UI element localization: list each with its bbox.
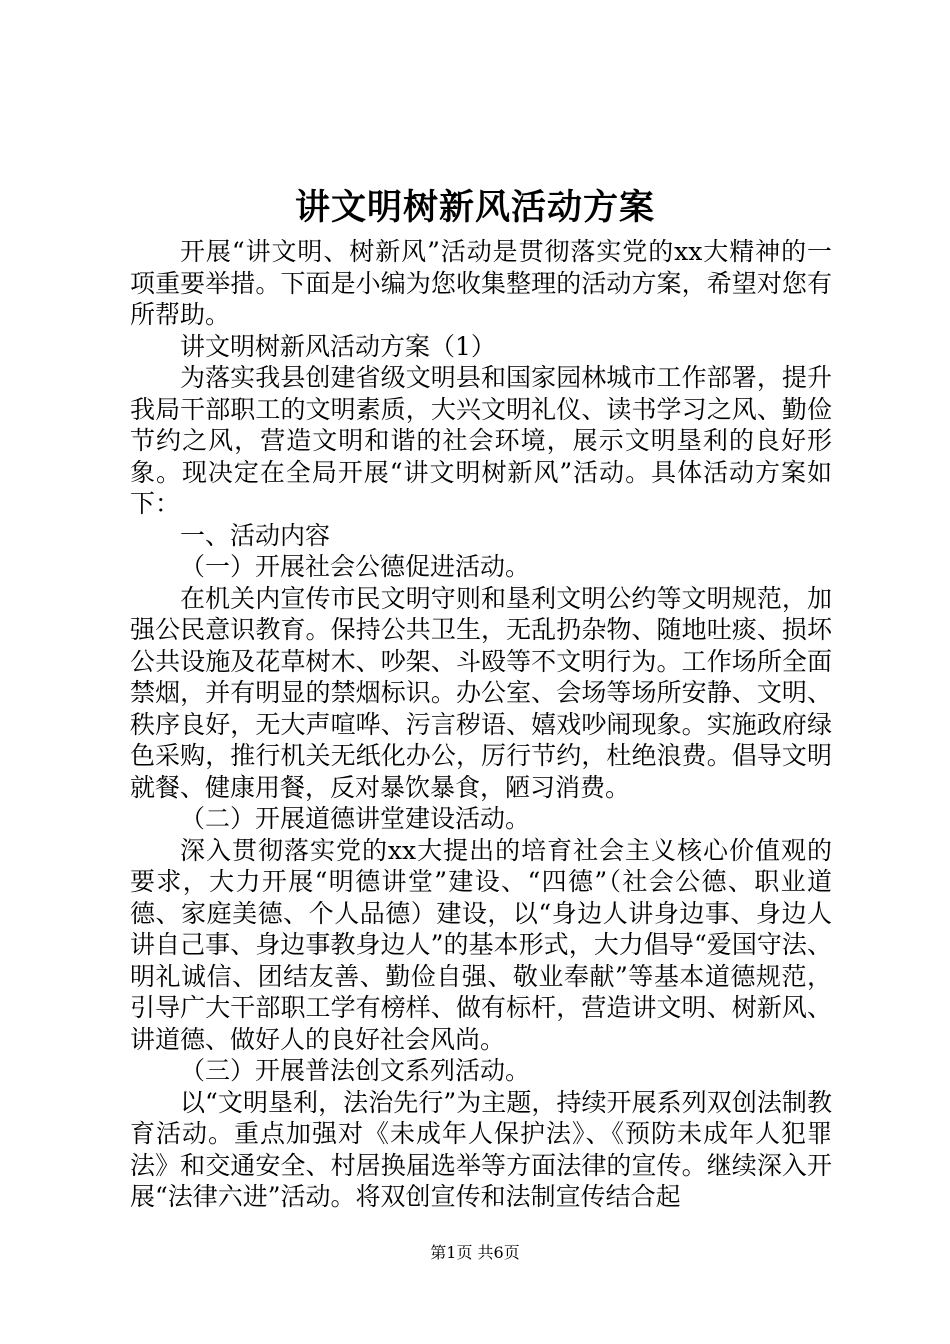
document-body — [130, 236, 832, 1213]
document-title: 讲文明树新风活动方案 — [294, 187, 655, 228]
subsection-heading-1: （一）开展社会公德促进活动。 — [180, 552, 531, 581]
page-number-footer: 第1页 共6页 — [430, 1243, 520, 1262]
subsection-3-paragraph: 以“文明垦利，法治先行”为主题，持续开展系列双创法制教育活动。重点加强对《未成年人保护法》、《预防未成年人犯罪法》和交通安全、村居换届选举等方面法律的宣传。继续深入开展“法律六进”活动。将双创宣传和法制宣传结合起 — [130, 1087, 832, 1211]
plan-heading: 讲文明树新风活动方案（1） — [180, 331, 496, 361]
subsection-heading-2: （二）开展道德讲堂建设活动。 — [180, 804, 531, 833]
intro-paragraph: 开展“讲文明、树新风”活动是贯彻落实党的xx大精神的一项重要举措。下面是小编为您收集整理的活动方案，希望对您有所帮助。 — [130, 237, 832, 329]
purpose-paragraph: 为落实我县创建省级文明县和国家园林城市工作部署，提升我局干部职工的文明素质，大兴文明礼仪、读书学习之风、勤俭节约之风，营造文明和谐的社会环境，展示文明垦利的良好形象。现决定在全局开展“讲文明树新风”活动。具体活动方案如下： — [130, 363, 832, 518]
subsection-heading-3: （三）开展普法创文系列活动。 — [180, 1056, 531, 1085]
subsection-2-paragraph: 深入贯彻落实党的xx大提出的培育社会主义核心价值观的要求，大力开展“明德讲堂”建设、“四德”（社会公德、职业道德、家庭美德、个人品德）建设，以“身边人讲身边事、身边人讲自己事、身边事教身边人”的基本形式，大力倡导“爱国守法、明礼诚信、团结友善、勤俭自强、敬业奉献”等基本道德规范，引导广大干部职工学有榜样、做有标杆，营造讲文明、树新风、讲道德、做好人的良好社会风尚。 — [130, 835, 832, 1054]
subsection-1-paragraph: 在机关内宣传市民文明守则和垦利文明公约等文明规范，加强公民意识教育。保持公共卫生，无乱扔杂物、随地吐痰、损坏公共设施及花草树木、吵架、斗殴等不文明行为。工作场所全面禁烟，并有明显的禁烟标识。办公室、会场等场所安静、文明、秩序良好，无大声喧哗、污言秽语、嬉戏吵闹现象。实施政府绿色采购，推行机关无纸化办公，厉行节约，杜绝浪费。倡导文明就餐、健康用餐，反对暴饮暴食，陋习消费。 — [130, 583, 832, 802]
section-heading-activity-content: 一、活动内容 — [180, 520, 331, 550]
